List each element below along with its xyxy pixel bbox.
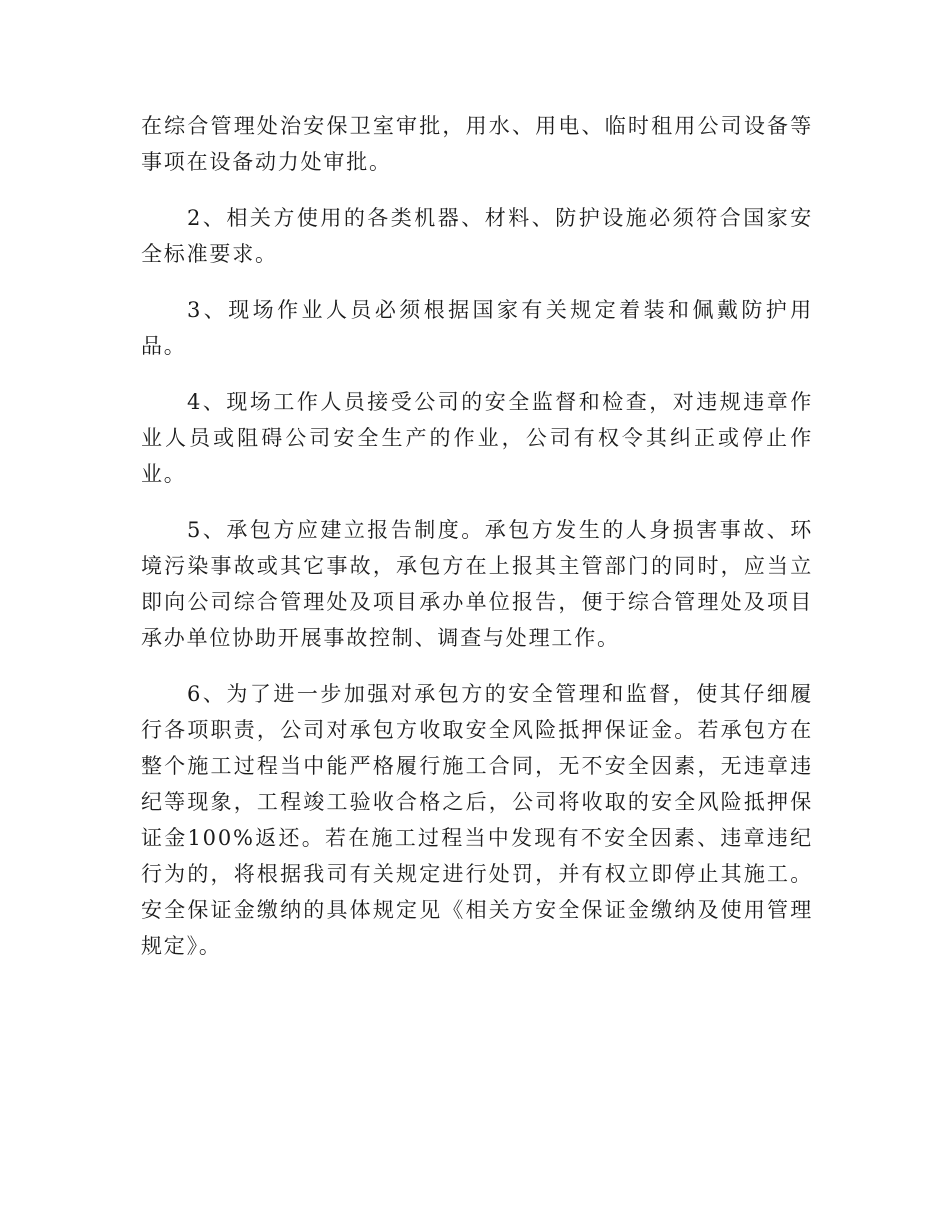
paragraph-item-5: 5、承包方应建立报告制度。承包方发生的人身损害事故、环境污染事故或其它事故，承包方在上报其主管部门的同时，应当立即向公司综合管理处及项目承办单位报告，便于综合管理处及项目承办单位协助开展事故控制、调查与处理工作。 <box>141 518 813 650</box>
paragraph-item-3: 3、现场作业人员必须根据国家有关规定着装和佩戴防护用品。 <box>141 298 813 358</box>
paragraph-item-4: 4、现场工作人员接受公司的安全监督和检查，对违规违章作业人员或阻碍公司安全生产的作业，公司有权令其纠正或停止作业。 <box>141 390 813 486</box>
document-body <box>141 108 813 984</box>
paragraph-item-2: 2、相关方使用的各类机器、材料、防护设施必须符合国家安全标准要求。 <box>141 206 813 266</box>
paragraph-continuation: 在综合管理处治安保卫室审批，用水、用电、临时租用公司设备等事项在设备动力处审批。 <box>141 114 813 174</box>
paragraph-item-6: 6、为了进一步加强对承包方的安全管理和监督，使其仔细履行各项职责，公司对承包方收取安全风险抵押保证金。若承包方在整个施工过程当中能严格履行施工合同，无不安全因素，无违章违纪等现象，工程竣工验收合格之后，公司将收取的安全风险抵押保证金100%返还。若在施工过程当中发现有不安全因素、违章违纪行为的，将根据我司有关规定进行处罚，并有权立即停止其施工。安全保证金缴纳的具体规定见《相关方安全保证金缴纳及使用管理规定》。 <box>141 682 813 958</box>
